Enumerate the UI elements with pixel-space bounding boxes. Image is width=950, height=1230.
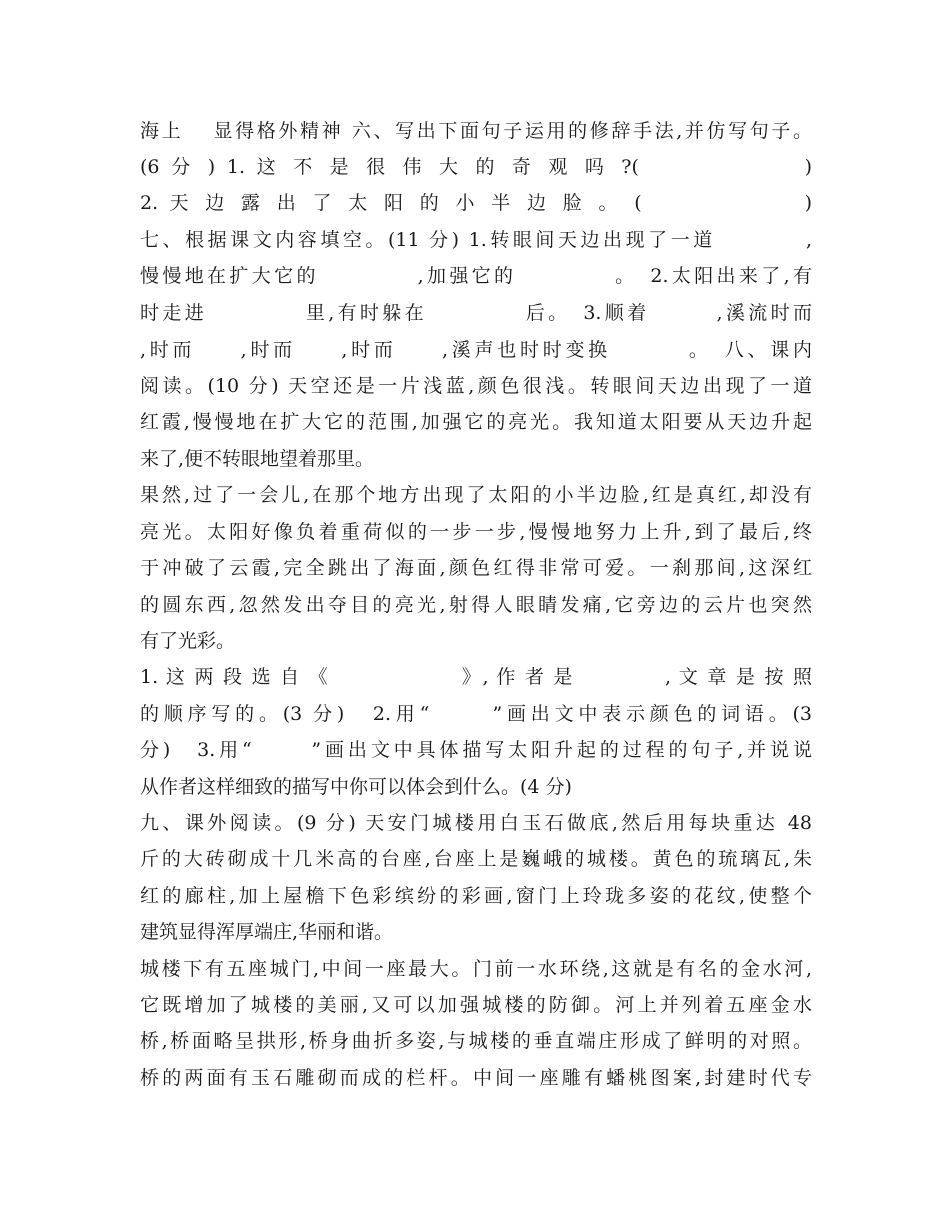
text-line: 建筑显得浑厚端庄,华丽和谐。 [140, 921, 394, 943]
text-line: 分) 3.用“ ”画出文中具体描写太阳升起的过程的句子,并说说 [140, 739, 812, 761]
text-line: 它既增加了城楼的美丽,又可以加强城楼的防御。河上并列着五座金水 [140, 994, 812, 1016]
text-line: 时走进 里,有时躲在 后。 3.顺着 ,溪流时而 [140, 302, 812, 324]
text-line: 果然,过了一会儿,在那个地方出现了太阳的小半边脸,红是真红,却没有 [140, 484, 812, 506]
text-line: ,时而 ,时而 ,时而 ,溪声也时时变换 。 八、课内 [140, 339, 812, 361]
text-line: 九、课外阅读。(9 分) 天安门城楼用白玉石做底,然后用每块重达 48 [140, 812, 812, 834]
text-line: 红霞,慢慢地在扩大它的范围,加强它的亮光。我知道太阳要从天边升起 [140, 411, 812, 433]
text-line: 桥的两面有玉石雕砌而成的栏杆。中间一座雕有蟠桃图案,封建时代专 [140, 1067, 812, 1089]
text-line: (6 分 ) 1. 这 不 是 很 伟 大 的 奇 观 吗 ?( ) [140, 156, 812, 178]
text-line: 阅读。(10 分) 天空还是一片浅蓝,颜色很浅。转眼间天边出现了一道 [140, 375, 812, 397]
text-line: 亮光。太阳好像负着重荷似的一步一步,慢慢地努力上升,到了最后,终 [140, 521, 812, 543]
text-line: 有了光彩。 [140, 630, 236, 652]
text-line: 1. 这 两 段 选 自 《 》, 作 者 是 , 文 章 是 按 照 [140, 666, 812, 688]
text-line: 2. 天 边 露 出 了 太 阳 的 小 半 边 脸 。 ( ) [140, 192, 812, 214]
text-line: 的圆东西,忽然发出夺目的亮光,射得人眼睛发痛,它旁边的云片也突然 [140, 594, 812, 616]
text-line: 城楼下有五座城门,中间一座最大。门前一水环绕,这就是有名的金水河, [140, 958, 812, 980]
text-line: 慢慢地在扩大它的 ,加强它的 。 2.太阳出来了,有 [140, 265, 812, 287]
text-line: 斤的大砖砌成十几米高的台座,台座上是巍峨的城楼。黄色的琉璃瓦,朱 [140, 848, 812, 870]
text-line: 桥,桥面略呈拱形,桥身曲折多姿,与城楼的垂直端庄形成了鲜明的对照。 [140, 1030, 812, 1052]
text-line: 七、根据课文内容填空。(11 分) 1.转眼间天边出现了一道 , [140, 229, 812, 251]
text-line: 的顺序写的。(3 分) 2.用“ ”画出文中表示颜色的词语。(3 [140, 703, 812, 725]
text-line: 来了,便不转眼地望着那里。 [140, 448, 375, 470]
text-line: 海上 显得格外精神 六、写出下面句子运用的修辞手法,并仿写句子。 [140, 120, 812, 142]
text-line: 于冲破了云霞,完全跳出了海面,颜色红得非常可爱。一刹那间,这深红 [140, 557, 812, 579]
text-line: 红的廊柱,加上屋檐下色彩缤纷的彩画,窗门上玲珑多姿的花纹,使整个 [140, 885, 812, 907]
text-line: 从作者这样细致的描写中你可以体会到什么。(4 分) [140, 776, 572, 798]
